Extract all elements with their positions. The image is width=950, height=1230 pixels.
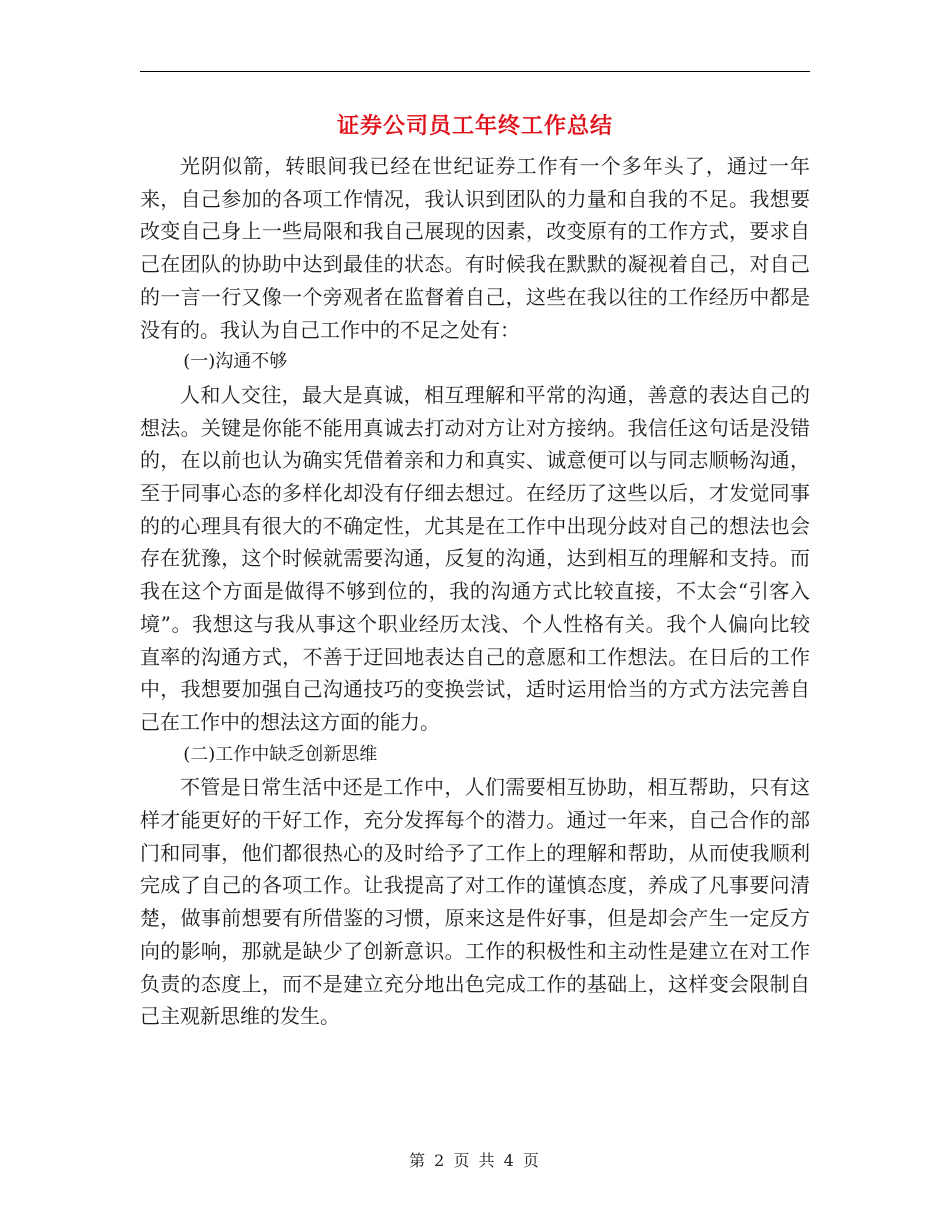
paragraph-innovation: 不管是日常生活中还是工作中，人们需要相互协助，相互帮助，只有这样才能更好的干好工作，充分发挥每个的潜力。通过一年来，自己合作的部门和同事，他们都很热心的及时给予了工作上的理解和帮助，从而使我顺利完成了自己的各项工作。让我提高了对工作的谨慎态度，养成了凡事要问清楚，做事前想要有所借鉴的习惯，原来这是件好事，但是却会产生一定反方向的影响，那就是缺少了创新意识。工作的积极性和主动性是建立在对工作负责的态度上，而不是建立充分地出色完成工作的基础上，这样变会限制自己主观新思维的发生。 xyxy=(140,775,810,1029)
header-rule xyxy=(140,71,810,72)
section-heading-innovation: (二)工作中缺乏创新思维 xyxy=(183,743,378,765)
document-title: 证券公司员工年终工作总结 xyxy=(336,113,613,139)
page-number: 第 2 页 共 4 页 xyxy=(409,1151,541,1170)
document-body xyxy=(140,150,810,1033)
paragraph-intro: 光阴似箭，转眼间我已经在世纪证券工作有一个多年头了，通过一年来，自己参加的各项工作情况，我认识到团队的力量和自我的不足。我想要改变自己身上一些局限和我自己展现的因素，改变原有的工作方式，要求自己在团队的协助中达到最佳的状态。有时候我在默默的凝视着自己，对自己的一言一行又像一个旁观者在监督着自己，这些在我以往的工作经历中都是没有的。我认为自己工作中的不足之处有： xyxy=(140,154,810,342)
section-heading-communication: (一)沟通不够 xyxy=(183,351,288,373)
paragraph-communication: 人和人交往，最大是真诚，相互理解和平常的沟通，善意的表达自己的想法。关键是你能不能用真诚去打动对方让对方接纳。我信任这句话是没错的，在以前也认为确实凭借着亲和力和真实、诚意便可以与同志顺畅沟通，至于同事心态的多样化却没有仔细去想过。在经历了这些以后，才发觉同事的的心理具有很大的不确定性，尤其是在工作中出现分歧对自己的想法也会存在犹豫，这个时候就需要沟通，反复的沟通，达到相互的理解和支持。而我在这个方面是做得不够到位的，我的沟通方式比较直接，不太会“引客入境”。我想这与我从事这个职业经历太浅、个人性格有关。我个人偏向比较直率的沟通方式，不善于迂回地表达自己的意愿和工作想法。在日后的工作中，我想要加强自己沟通技巧的变换尝试，适时运用恰当的方式方法完善自己在工作中的想法这方面的能力。 xyxy=(140,382,810,734)
